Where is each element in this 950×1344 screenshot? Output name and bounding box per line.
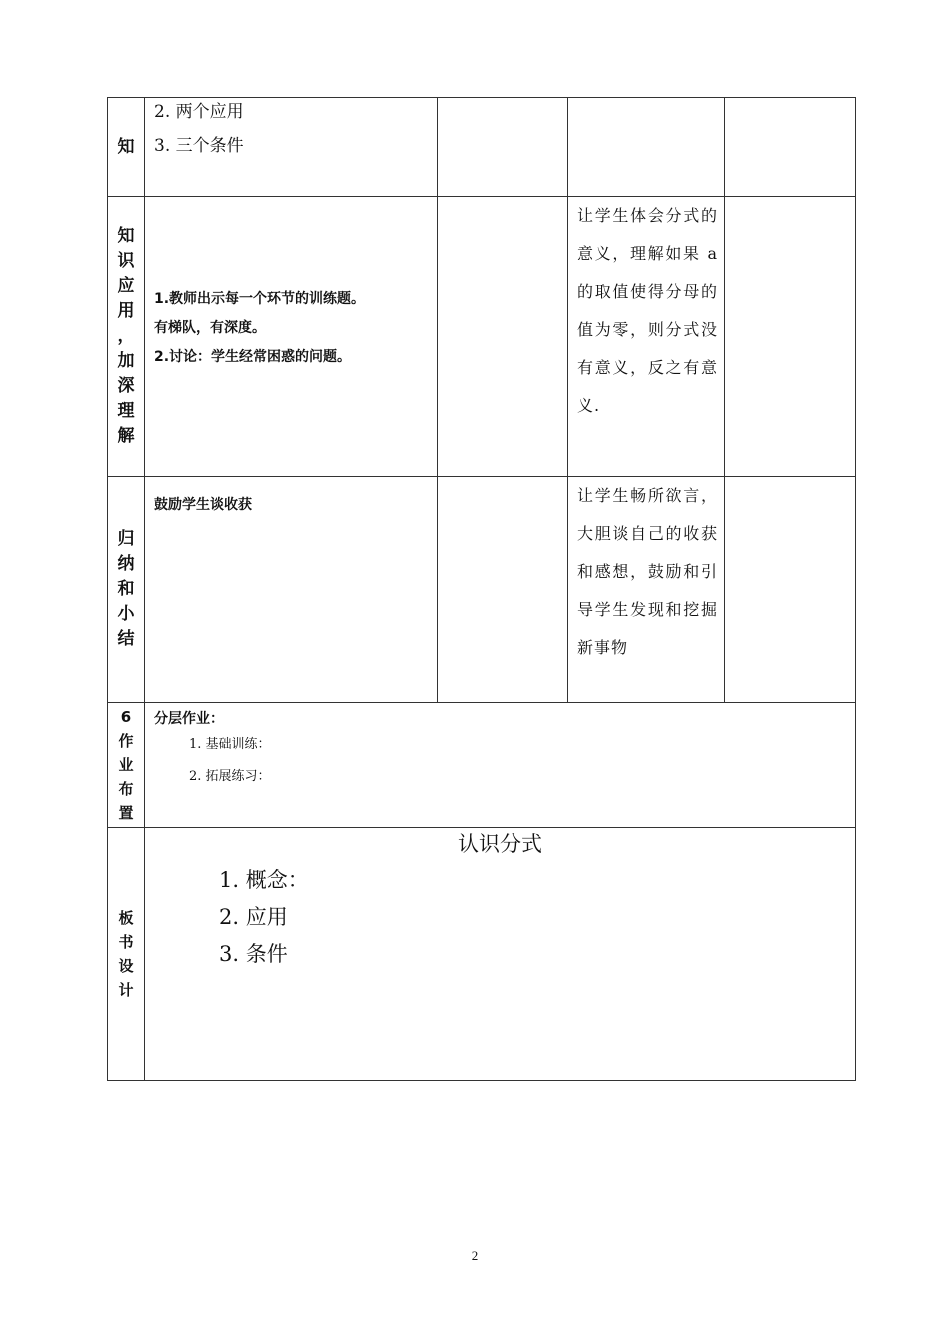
list-item: 3. 三个条件 [154, 136, 244, 156]
empty-cell [725, 197, 856, 477]
empty-cell [568, 98, 725, 197]
label-char: 识 [117, 251, 135, 271]
row-label-zhi [108, 98, 145, 197]
design-note-application: 让学生体会分式的意义，理解如果 a 的取值使得分母的值为零，则分式没有意义，反之有意义. [568, 197, 725, 477]
content-cell-summary [145, 477, 438, 703]
list-item: 2. 两个应用 [154, 102, 244, 122]
row-board [108, 828, 856, 1081]
label-char: 理 [117, 401, 135, 421]
content-cell-application [145, 197, 438, 477]
label-char: 板 [118, 909, 134, 927]
label-char: 用 [117, 301, 135, 321]
design-note-summary: 让学生畅所欲言，大胆谈自己的收获和感想，鼓励和引导学生发现和挖掘新事物 [568, 477, 725, 703]
content-cell-board [145, 828, 856, 1081]
list-item: 2.讨论：学生经常困惑的问题。 [154, 349, 352, 365]
label-char: 知 [117, 226, 135, 246]
label-char: 6 [120, 708, 132, 726]
label-char: 归 [117, 529, 135, 549]
row-label-summary [108, 477, 145, 703]
list-item: 2. 应用 [219, 905, 288, 929]
list-item: 鼓励学生谈收获 [154, 497, 252, 513]
label-char: 作 [118, 732, 134, 750]
empty-cell [725, 477, 856, 703]
label-char: 计 [118, 981, 134, 999]
row-summary [108, 477, 856, 703]
row-label-application [108, 197, 145, 477]
empty-cell [725, 98, 856, 197]
list-item: 2. 拓展练习： [189, 769, 271, 784]
label-char: 解 [117, 426, 135, 446]
row-homework [108, 703, 856, 828]
label-char: 结 [117, 629, 135, 649]
board-title: 认识分式 [458, 832, 542, 856]
page-number: 2 [471, 1248, 479, 1263]
list-item: 1. 概念： [219, 868, 309, 892]
empty-cell [438, 98, 568, 197]
label-char: 深 [117, 376, 135, 396]
label-char: 纳 [117, 554, 135, 574]
label-char: ， [117, 326, 135, 346]
label-char: 加 [117, 351, 135, 371]
homework-title: 分层作业： [154, 711, 224, 727]
row-zhi [108, 98, 856, 197]
row-application [108, 197, 856, 477]
list-item: 1.教师出示每一个环节的训练题。 [154, 291, 366, 307]
label-char: 设 [118, 957, 134, 975]
list-item: 有梯队，有深度。 [154, 320, 266, 336]
list-item: 1. 基础训练： [189, 737, 271, 752]
empty-cell [438, 197, 568, 477]
label-char: 布 [118, 780, 134, 798]
label-char: 和 [117, 579, 135, 599]
content-cell-zhi [145, 98, 438, 197]
list-item: 3. 条件 [219, 942, 288, 966]
label-char: 书 [118, 933, 134, 951]
label-char: 知 [117, 136, 135, 157]
label-char: 置 [118, 804, 134, 822]
label-char: 应 [117, 276, 135, 296]
content-cell-homework [145, 703, 856, 828]
label-char: 业 [118, 756, 134, 774]
lesson-plan-table [107, 97, 856, 1081]
row-label-board [108, 828, 145, 1081]
empty-cell [438, 477, 568, 703]
label-char: 小 [117, 604, 135, 624]
row-label-homework [108, 703, 145, 828]
